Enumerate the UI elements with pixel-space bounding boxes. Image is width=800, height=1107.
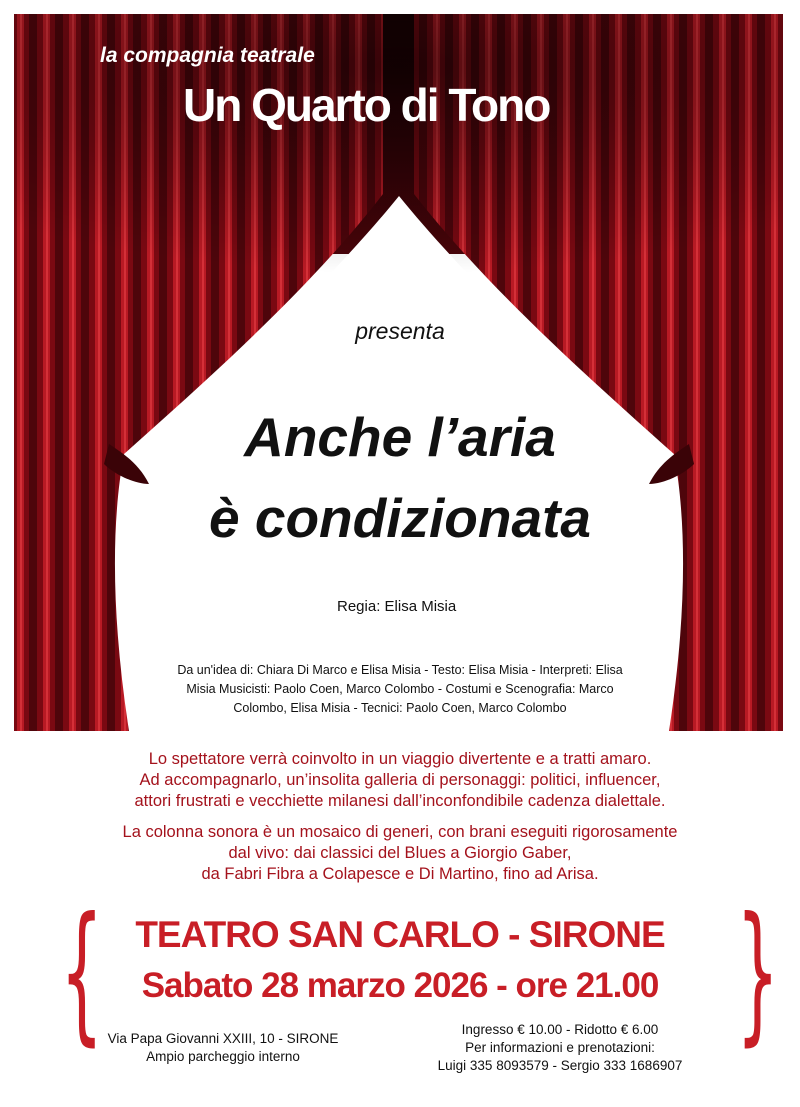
left-brace-decoration: { xyxy=(60,886,104,1060)
description-line: Ad accompagnarlo, un’insolita galleria di personaggi: politici, influencer, xyxy=(139,771,661,789)
presenta-label: presenta xyxy=(355,318,445,344)
description-line: attori frustrati e vecchiette milanesi dall’inconfondibile cadenza dialettale. xyxy=(134,792,666,810)
description-line: Lo spettatore verrà coinvolto in un viaggio divertente e a tratti amaro. xyxy=(148,750,652,768)
show-title-line2: è condizionata xyxy=(209,487,591,549)
description-paragraph-1 xyxy=(0,749,800,812)
credits-line: Colombo, Elisa Misia - Tecnici: Paolo Coen, Marco Colombo xyxy=(233,701,567,715)
description-paragraph-2 xyxy=(0,822,800,885)
company-label: la compagnia teatrale xyxy=(100,44,315,67)
right-brace-decoration: } xyxy=(736,886,780,1060)
company-name: Un Quarto di Tono xyxy=(183,79,550,131)
credits-block xyxy=(150,661,650,718)
description-line: dal vivo: dai classici del Blues a Giorgio Gaber, xyxy=(228,844,572,862)
event-date-time: Sabato 28 marzo 2026 - ore 21.00 xyxy=(141,966,659,1005)
show-title-line1: Anche l’aria xyxy=(244,406,556,468)
contact-phones: Luigi 335 8093579 - Sergio 333 1686907 xyxy=(437,1058,683,1073)
address-line: Via Papa Giovanni XXIII, 10 - SIRONE xyxy=(107,1031,339,1046)
venue-address xyxy=(92,1030,354,1066)
ticket-prices: Ingresso € 10.00 - Ridotto € 6.00 xyxy=(461,1022,659,1037)
description-line: da Fabri Fibra a Colapesce e Di Martino, fino ad Arisa. xyxy=(201,865,599,883)
ticket-info xyxy=(410,1021,710,1075)
theater-curtain-image xyxy=(14,14,783,731)
parking-note: Ampio parcheggio interno xyxy=(146,1049,300,1064)
info-label: Per informazioni e prenotazioni: xyxy=(465,1040,655,1055)
director-credit: Regia: Elisa Misia xyxy=(337,598,457,615)
venue-title: TEATRO SAN CARLO - SIRONE xyxy=(135,914,665,955)
description-line: La colonna sonora è un mosaico di generi, con brani eseguiti rigorosamente xyxy=(122,823,678,841)
credits-line: Da un'idea di: Chiara Di Marco e Elisa Misia - Testo: Elisa Misia - Interpreti: Elisa xyxy=(177,663,623,677)
credits-line: Misia Musicisti: Paolo Coen, Marco Colombo - Costumi e Scenografia: Marco xyxy=(186,682,614,696)
